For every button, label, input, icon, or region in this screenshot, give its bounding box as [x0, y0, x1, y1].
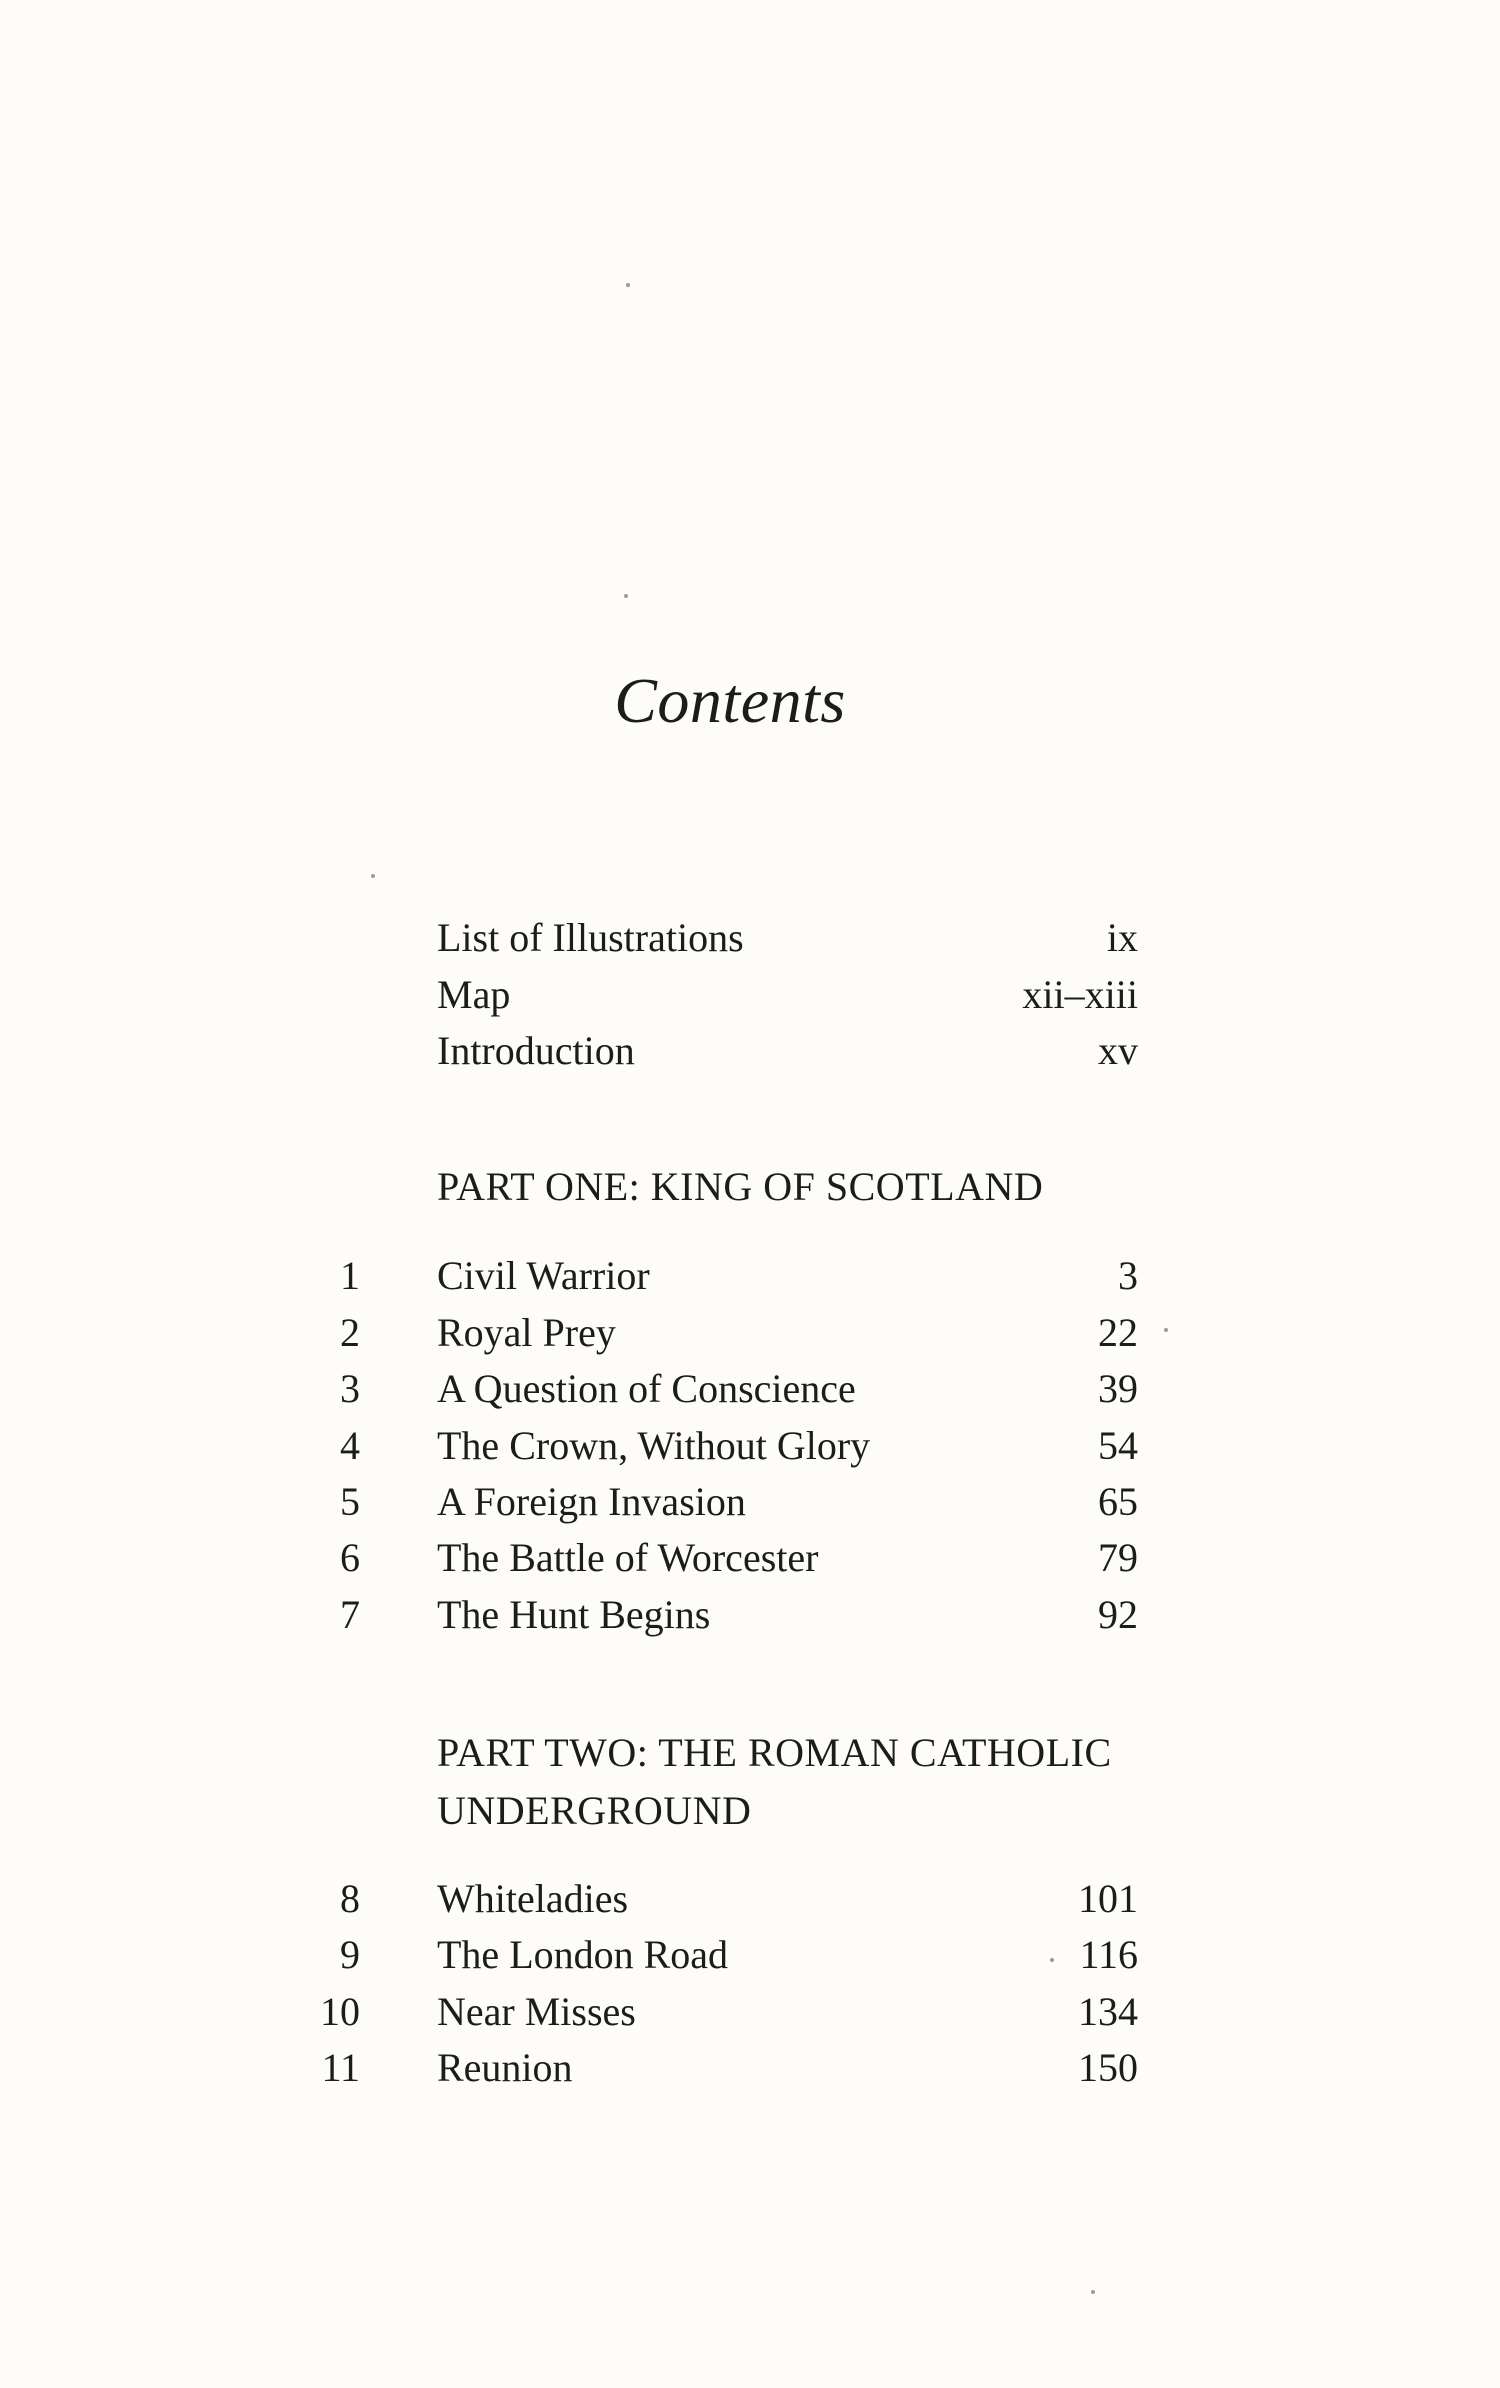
entry-label: Introduction [437, 1028, 635, 1073]
chapter-number: 3 [340, 1366, 360, 1411]
chapter-page: 3 [1118, 1253, 1138, 1298]
chapter-page: 79 [1098, 1535, 1138, 1580]
chapter-page: 134 [1078, 1989, 1138, 2034]
part-heading-line: PART ONE: KING OF SCOTLAND [437, 1164, 1044, 1209]
toc-entry [0, 1361, 1500, 1417]
chapter-page: 22 [1098, 1310, 1138, 1355]
chapter-page: 150 [1078, 2045, 1138, 2090]
toc-entry [0, 1023, 1500, 1079]
chapter-page: 101 [1078, 1876, 1138, 1921]
part-heading [437, 1158, 1043, 1216]
chapter-title: A Question of Conscience [437, 1366, 856, 1411]
chapter-number: 1 [340, 1253, 360, 1298]
chapter-number: 2 [340, 1310, 360, 1355]
paper-speck [626, 283, 630, 287]
chapter-number: 4 [340, 1423, 360, 1468]
toc-entry [0, 1530, 1500, 1586]
chapter-title: Near Misses [437, 1989, 636, 2034]
toc-entry [0, 1871, 1500, 1927]
entry-page: xv [1098, 1028, 1138, 1073]
paper-speck [371, 874, 375, 878]
toc-entry [0, 1474, 1500, 1530]
page-title: Contents [614, 665, 846, 736]
chapter-title: Royal Prey [437, 1310, 616, 1355]
chapter-title: The Battle of Worcester [437, 1535, 819, 1580]
part-heading-line: UNDERGROUND [437, 1788, 752, 1833]
toc-entry [0, 1927, 1500, 1983]
entry-label: List of Illustrations [437, 915, 744, 960]
chapter-title: The Hunt Begins [437, 1592, 711, 1637]
chapter-page: 92 [1098, 1592, 1138, 1637]
chapter-title: The Crown, Without Glory [437, 1423, 871, 1468]
chapter-page: 116 [1079, 1932, 1138, 1977]
chapter-title: A Foreign Invasion [437, 1479, 746, 1524]
toc-entry [0, 1305, 1500, 1361]
chapter-title: The London Road [437, 1932, 729, 1977]
toc-entry [0, 1587, 1500, 1643]
chapter-number: 10 [320, 1989, 360, 2034]
toc-entry [0, 967, 1500, 1023]
part-heading [437, 1724, 1112, 1840]
chapter-number: 6 [340, 1535, 360, 1580]
chapter-page: 54 [1098, 1423, 1138, 1468]
part-heading-line: PART TWO: THE ROMAN CATHOLIC [437, 1730, 1112, 1775]
entry-label: Map [437, 972, 511, 1017]
chapter-page: 39 [1098, 1366, 1138, 1411]
chapter-title: Whiteladies [437, 1876, 629, 1921]
chapter-title: Reunion [437, 2045, 573, 2090]
chapter-number: 8 [340, 1876, 360, 1921]
paper-speck [624, 594, 628, 598]
entry-page: ix [1106, 915, 1138, 960]
chapter-title: Civil Warrior [437, 1253, 650, 1298]
toc-entry [0, 910, 1500, 966]
chapter-page: 65 [1098, 1479, 1138, 1524]
toc-entry [0, 1248, 1500, 1304]
toc-entry [0, 1418, 1500, 1474]
chapter-number: 7 [340, 1592, 360, 1637]
chapter-number: 5 [340, 1479, 360, 1524]
chapter-number: 9 [340, 1932, 360, 1977]
paper-speck [1091, 2290, 1095, 2294]
toc-entry [0, 1984, 1500, 2040]
entry-page: xii–xiii [1022, 972, 1138, 1017]
chapter-number: 11 [321, 2045, 360, 2090]
toc-entry [0, 2040, 1500, 2096]
